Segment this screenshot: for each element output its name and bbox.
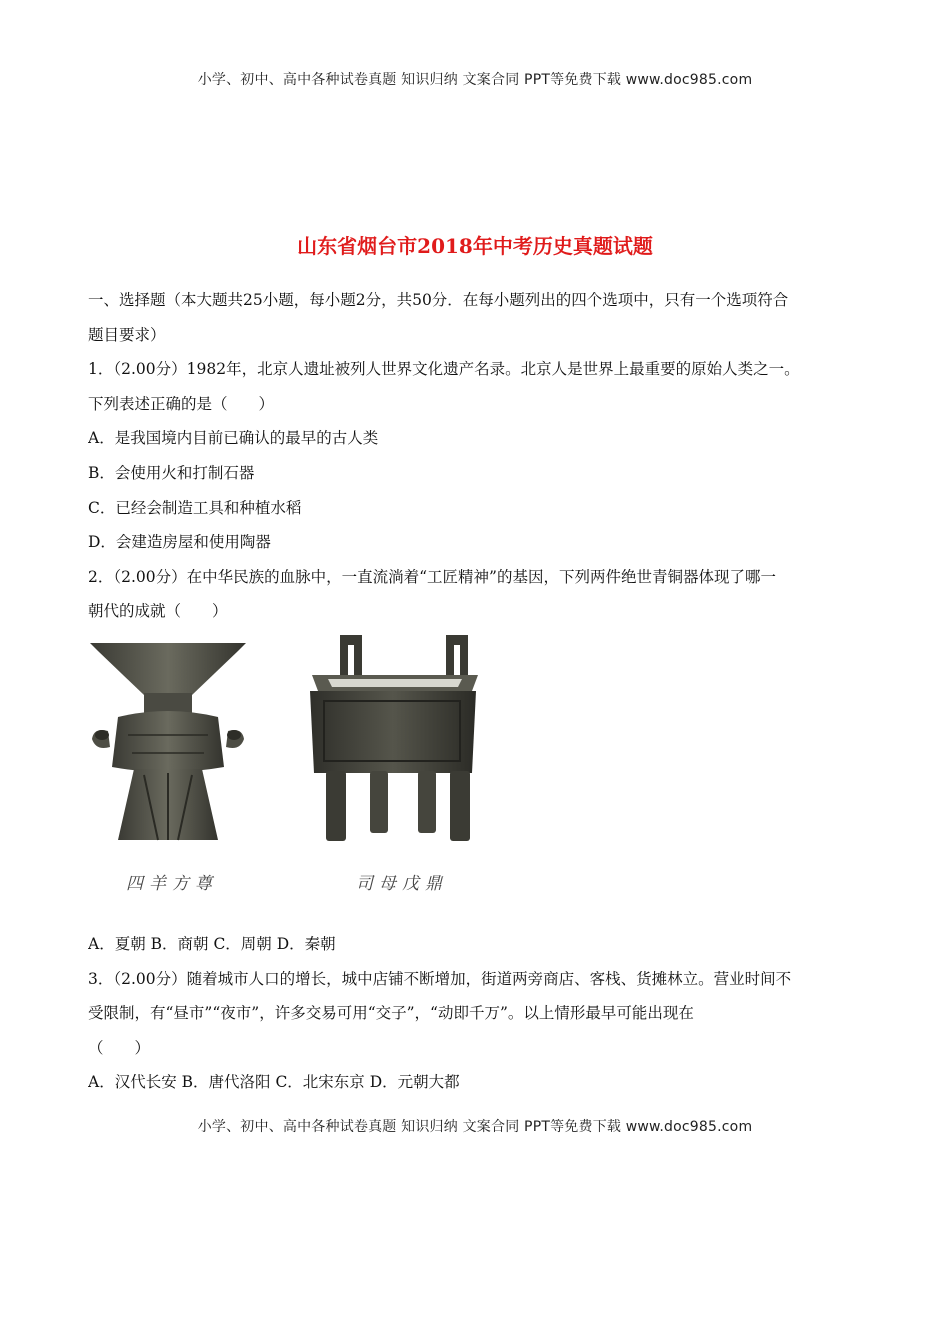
page-footer: 小学、初中、高中各种试卷真题 知识归纳 文案合同 PPT等免费下载 www.doc985.com	[197, 1119, 753, 1135]
bronze-zun-vessel-icon	[88, 635, 248, 850]
question-1-stem-line-2: 下列表述正确的是（ ）	[88, 394, 275, 413]
question-2-options: A．夏朝 B．商朝 C．周朝 D．秦朝	[88, 934, 336, 953]
bronze-ding-figure	[300, 635, 480, 850]
bronze-ding-caption: 司母戊鼎	[356, 873, 448, 894]
question-3-stem-line-2: 受限制，有“昼市”“夜市”，许多交易可用“交子”，“动即千万”。以上情形最早可能出现在	[88, 1004, 694, 1023]
question-1-option-b: B．会使用火和打制石器	[88, 463, 255, 482]
question-2-stem-line-1: 2．（2.00分）在中华民族的血脉中，一直流淌着“工匠精神”的基因，下列两件绝世青铜器体现了哪一	[88, 567, 776, 586]
question-1-option-a: A．是我国境内目前已确认的最早的古人类	[88, 429, 379, 448]
question-3-stem-line-3: （ ）	[88, 1038, 151, 1057]
question-1-stem-line-1: 1．（2.00分）1982年，北京人遗址被列人世界文化遗产名录。北京人是世界上最重要的原始人类之一。	[88, 360, 800, 379]
document-body	[88, 283, 868, 1100]
bronze-zun-caption: 四羊方尊	[126, 873, 218, 894]
section-instructions-line-1: 一、选择题（本大题共25小题，每小题2分，共50分．在每小题列出的四个选项中，只有一个选项符合	[88, 291, 789, 309]
question-1-option-d: D．会建造房屋和使用陶器	[88, 533, 271, 552]
question-3-stem-line-1: 3．（2.00分）随着城市人口的增长，城中店铺不断增加，街道两旁商店、客栈、货摊林立。营业时间不	[88, 969, 792, 988]
question-1-option-c: C．已经会制造工具和种植水稻	[88, 498, 302, 517]
question-3-options: A．汉代长安 B．唐代洛阳 C．北宋东京 D．元朝大都	[88, 1073, 460, 1092]
bronze-ding-cauldron-icon	[300, 635, 480, 850]
page-title: 山东省烟台市2018年中考历史真题试题	[297, 234, 653, 258]
question-2-stem-line-2: 朝代的成就（ ）	[88, 602, 228, 621]
question-2-figures	[88, 635, 868, 923]
section-instructions-line-2: 题目要求）	[88, 325, 166, 344]
bronze-zun-figure	[88, 635, 248, 850]
page-header: 小学、初中、高中各种试卷真题 知识归纳 文案合同 PPT等免费下载 www.doc985.com	[197, 72, 753, 88]
